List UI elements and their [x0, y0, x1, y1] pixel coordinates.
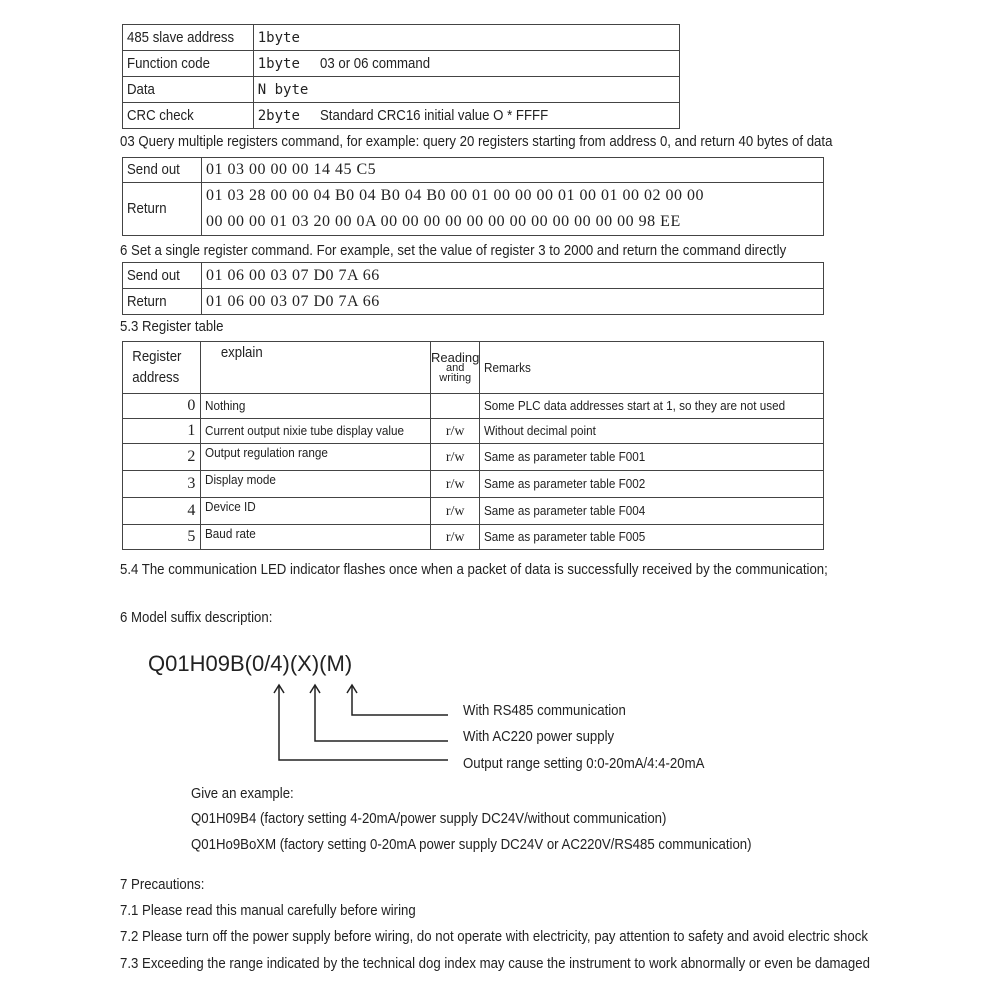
frame-value-cell: 2byte Standard CRC16 initial value O * FFFF — [253, 103, 679, 129]
frame-label-cell: CRC check — [123, 103, 254, 129]
register-rw: r/w — [430, 419, 479, 444]
register-remarks: Same as parameter table F001 — [480, 444, 824, 471]
label-rs485: With RS485 communication — [463, 702, 626, 719]
register-address: 1 — [123, 419, 201, 444]
return-value: 01 03 28 00 00 04 B0 04 B0 04 B0 00 01 00 00 00 01 00 01 00 02 00 00 00 00 00 01 03 20 00 0A 00 00 00 00 00 00 00 00 00 00 00 00 98 EE — [202, 183, 824, 236]
precaution-2: 7.2 Please turn off the power supply before wiring, do not operate with electricity, pay attention to safety and avoid electric shock — [120, 928, 868, 945]
model-code: Q01H09B(0/4)(X)(M) — [148, 651, 353, 676]
table-row — [123, 471, 824, 498]
example-title: Give an example: — [191, 785, 294, 802]
register-rw — [430, 394, 479, 419]
register-explain: Current output nixie tube display value — [200, 419, 430, 444]
col-header-address: Register address — [123, 342, 201, 394]
register-rw: r/w — [430, 525, 479, 550]
set-heading: 6 Set a single register command. For example, set the value of register 3 to 2000 and return the command directly — [120, 242, 787, 259]
register-remarks: Same as parameter table F002 — [480, 471, 824, 498]
register-explain: Nothing — [200, 394, 430, 419]
frame-label-cell: 485 slave address — [123, 25, 254, 51]
precaution-3: 7.3 Exceeding the range indicated by the technical dog index may cause the instrument to work abnormally or even be damaged — [120, 955, 870, 972]
led-note: 5.4 The communication LED indicator flashes once when a packet of data is successfully received by the communication; — [120, 561, 828, 578]
frame-label-cell: Function code — [123, 51, 254, 77]
return-value: 01 06 00 03 07 D0 7A 66 — [202, 289, 824, 315]
model-heading: 6 Model suffix description: — [120, 609, 273, 626]
model-suffix-diagram — [260, 680, 460, 770]
register-address: 0 — [123, 394, 201, 419]
col-header-rw: Reading and writing — [430, 342, 479, 394]
register-remarks: Without decimal point — [480, 419, 824, 444]
register-table — [122, 341, 824, 550]
send-value: 01 03 00 00 00 14 45 C5 — [202, 158, 824, 183]
frame-label-cell: Data — [123, 77, 254, 103]
label-output-range: Output range setting 0:0-20mA/4:4-20mA — [463, 755, 705, 772]
register-rw: r/w — [430, 444, 479, 471]
table-row — [123, 444, 824, 471]
frame-value-cell: 1byte — [253, 25, 679, 51]
send-value: 01 06 00 03 07 D0 7A 66 — [202, 263, 824, 289]
register-explain: Output regulation range — [200, 444, 430, 471]
precaution-1: 7.1 Please read this manual carefully before wiring — [120, 902, 416, 919]
return-label: Return — [123, 289, 202, 315]
frame-format-table — [122, 24, 680, 129]
register-address: 2 — [123, 444, 201, 471]
register-remarks: Same as parameter table F005 — [480, 525, 824, 550]
register-explain: Display mode — [200, 471, 430, 498]
frame-value-cell: 1byte 03 or 06 command — [253, 51, 679, 77]
register-address: 5 — [123, 525, 201, 550]
register-rw: r/w — [430, 498, 479, 525]
query-command-table — [122, 157, 824, 236]
return-label: Return — [123, 183, 202, 236]
frame-value-cell: N byte — [253, 77, 679, 103]
register-explain: Baud rate — [200, 525, 430, 550]
register-explain: Device ID — [200, 498, 430, 525]
table-row — [123, 498, 824, 525]
table-row — [123, 525, 824, 550]
register-remarks: Same as parameter table F004 — [480, 498, 824, 525]
set-command-table — [122, 262, 824, 315]
register-rw: r/w — [430, 471, 479, 498]
query-heading: 03 Query multiple registers command, for example: query 20 registers starting from address 0, and return 40 bytes of data — [120, 133, 833, 150]
send-label: Send out — [123, 263, 202, 289]
register-address: 4 — [123, 498, 201, 525]
register-remarks: Some PLC data addresses start at 1, so they are not used — [480, 394, 824, 419]
col-header-remarks: Remarks — [480, 342, 824, 394]
send-label: Send out — [123, 158, 202, 183]
example-line-1: Q01H09B4 (factory setting 4-20mA/power supply DC24V/without communication) — [191, 810, 667, 827]
register-address: 3 — [123, 471, 201, 498]
col-header-explain: explain — [200, 342, 430, 394]
example-line-2: Q01Ho9BoXM (factory setting 0-20mA power supply DC24V or AC220V/RS485 communication) — [191, 836, 752, 853]
table-row — [123, 394, 824, 419]
table-row — [123, 419, 824, 444]
precautions-title: 7 Precautions: — [120, 876, 205, 893]
register-heading: 5.3 Register table — [120, 318, 224, 335]
label-ac220: With AC220 power supply — [463, 728, 615, 745]
